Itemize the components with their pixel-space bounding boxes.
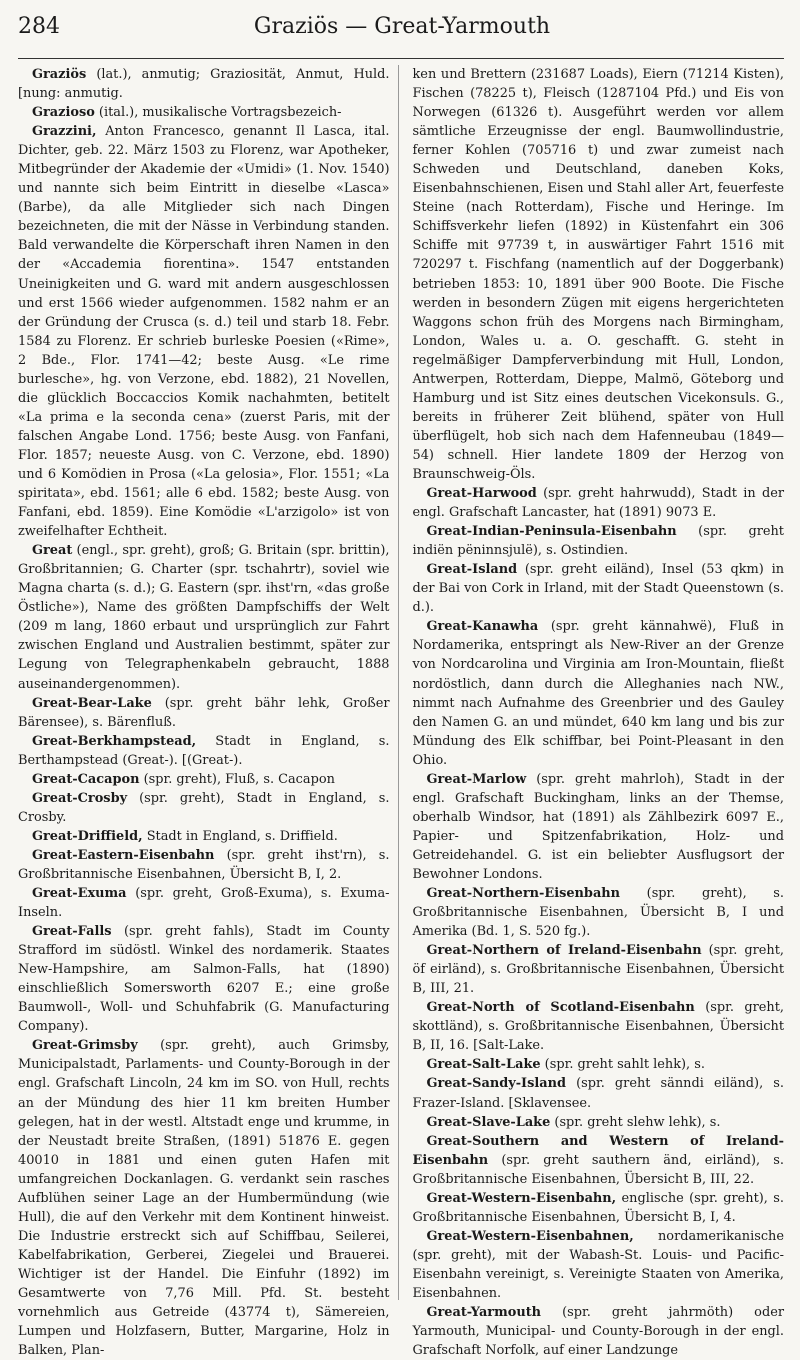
dictionary-entry	[18, 770, 390, 789]
dictionary-entry	[413, 1055, 785, 1074]
dictionary-entry	[413, 1189, 785, 1227]
entry-text: (spr. greht kännahwë), Fluß in Nordamerika, entspringt als New-River an der Grenze von Nordcarolina und Virginia am Iron-Mountain, fließt nordöstlich, dann durch die Alleghanies nach NW., nimmt nach Aufnahme des Greenbrier und des Gauley den Namen G. an und mündet, 640 km lang und bis zur Mündung des Elk schiffbar, bei Point-Pleasant in den Ohio.	[412, 619, 784, 768]
entry-text: (engl., spr. greht), groß; G. Britain (spr. brittin), Großbritannien; G. Charter (spr. tschahrtr), soviel wie Magna charta (s. d.); G. Eastern (spr. ihst'rn, «das große Östliche»), Name des größten Dampfschiffs der Welt (209 m lang, 1860 erbaut und ursprünglich zur Fahrt zwischen England und Australien bestimmt, später zur Legung von Telegraphenkabeln gebraucht, 1888 auseinandergenommen).	[18, 543, 390, 692]
dictionary-entry	[413, 522, 785, 560]
dictionary-entry	[18, 122, 390, 541]
entry-headword: Great-Eastern-Eisenbahn	[32, 847, 215, 863]
running-head: Graziös — Great-Yarmouth	[253, 14, 551, 39]
dictionary-entry	[18, 846, 390, 884]
entry-headword: Great-Grimsby	[32, 1038, 138, 1054]
entry-headword: Great-Northern of Ireland-Eisenbahn	[426, 943, 702, 959]
entry-text: (spr. greht indiën pëninnsjulë), s. Ostindien.	[412, 524, 784, 559]
dictionary-entry	[18, 884, 390, 922]
entry-text: (spr. greht eiländ), Insel (53 qkm) in der Bai von Cork in Irland, mit der Stadt Queenstown (s. d.).	[412, 562, 784, 616]
dictionary-entry	[18, 789, 390, 827]
entry-headword: Great-Yarmouth	[426, 1305, 542, 1321]
entry-text: (ital.), musikalische Vortragsbezeich-	[94, 105, 342, 121]
entry-headword: Great	[32, 543, 73, 559]
entry-text: (spr. greht fahls), Stadt im County Strafford im südöstl. Winkel des nordamerik. Staates New-Hampshire, am Salmon-Falls, hat (1890) einschließlich Somersworth 6207 E.; eine große Baumwoll-, Woll- und Schuhfabrik (G. Manufacturing Company).	[18, 924, 390, 1035]
dictionary-entry	[413, 65, 785, 484]
right-column	[412, 65, 785, 1359]
entry-headword: Graziös	[32, 67, 87, 82]
entry-text: (spr. greht), Fluß, s. Cacapon	[139, 771, 335, 787]
entry-headword: Grazioso	[32, 105, 95, 121]
entry-text: (lat.), anmutig; Graziosität, Anmut, Huld. [nung: anmutig.	[18, 67, 390, 102]
dictionary-entry	[18, 827, 390, 846]
dictionary-entry	[18, 922, 390, 1036]
entry-text: (spr. greht, skottländ), s. Großbritannische Eisenbahnen, Übersicht B, II, 16. [Salt-Lake.	[412, 1000, 785, 1054]
entry-text: (spr. greht, Groß-Exuma), s. Exuma-Inseln.	[18, 886, 390, 921]
entry-text: (spr. greht slehw lehk), s.	[550, 1114, 721, 1130]
dictionary-entry	[18, 103, 390, 122]
entry-headword: Great-Salt-Lake	[426, 1057, 541, 1073]
entry-text: (spr. greht sahlt lehk), s.	[540, 1057, 705, 1073]
entry-text: ken und Brettern (231687 Loads), Eiern (71214 Kisten), Fischen (78225 t), Fleisch (1287104 Pfd.) und Eis von Norwegen (61326 t). Ausgeführt werden vor allem sämtliche Erzeugnisse der engl. Baumwollindustrie, ferner Kohlen (705716 t) und zwar zumeist nach Schweden und Deutschland, daneben Koks, Eisenbahnschienen, Eisen und Stahl aller Art, feuerfeste Steine (nach Rotterdam), Fische und Heringe. Im Schiffsverkehr liefen (1892) in Küstenfahrt ein 306 Schiffe mit 97739 t, in auswärtiger Fahrt 1516 mit 720297 t. Fischfang (namentlich auf der Doggerbank) betrieben 1853: 10, 1891 über 900 Boote. Die Fische werden in besondern Zügen mit eigens hergerichteten Waggons schon früh des Morgens nach Birmingham, London, Wales u. a. O. geschafft. G. steht in regelmäßiger Dampferverbindung mit Hull, London, Antwerpen, Rotterdam, Dieppe, Malmö, Göteborg und Hamburg und ist Sitz eines deutschen Vicekonsuls. G., bereits in früherer Zeit blühend, später von Hull überflügelt, hob sich nach dem Hafenneubau (1849—54) schnell. Hier landete 1809 der Herzog von Braunschweig-Öls.	[412, 67, 784, 482]
dictionary-entry	[413, 560, 785, 617]
entry-headword: Great-North of Scotland-Eisenbahn	[426, 1000, 695, 1016]
entry-text: (spr. greht mahrloh), Stadt in der engl. Grafschaft Buckingham, links an der Themse, oberhalb Windsor, hat (1891) als Zählbezirk 6097 E., Papier- und Spitzenfabrikation, Holz- und Getreidehandel. G. ist ein beliebter Ausflugsort der Bewohner Londons.	[412, 771, 784, 882]
dictionary-entry	[18, 1036, 390, 1360]
entry-headword: Great-Southern and Western of Ireland-Eisenbahn	[412, 1133, 784, 1168]
dictionary-entry	[413, 770, 785, 884]
entry-headword: Great-Island	[426, 562, 518, 578]
left-column	[18, 65, 399, 1359]
page-header	[18, 14, 784, 59]
entry-headword: Great-Bear-Lake	[32, 695, 152, 711]
dictionary-entry	[413, 884, 785, 941]
entry-headword: Great-Western-Eisenbahnen,	[426, 1228, 634, 1244]
entry-headword: Great-Indian-Peninsula-Eisenbahn	[426, 524, 677, 540]
dictionary-entry	[18, 694, 390, 732]
entry-headword: Great-Slave-Lake	[426, 1114, 551, 1130]
entry-headword: Great-Western-Eisenbahn,	[426, 1190, 617, 1206]
entry-headword: Great-Kanawha	[426, 619, 539, 635]
entry-headword: Great-Berkhampstead,	[32, 733, 197, 749]
entry-text: englische (spr. greht), s. Großbritannische Eisenbahnen, Übersicht B, I, 4.	[412, 1190, 784, 1225]
entry-text: (spr. greht hahrwudd), Stadt in der engl. Grafschaft Lancaster, hat (1891) 9073 E.	[412, 486, 784, 521]
entry-text: (spr. greht sauthern änd, eirländ), s. Großbritannische Eisenbahnen, Übersicht B, III, 22.	[412, 1152, 784, 1187]
entry-headword: Great-Driffield,	[32, 828, 143, 844]
entry-headword: Great-Northern-Eisenbahn	[426, 886, 621, 902]
entry-text: (spr. greht bähr lehk, Großer Bärensee), s. Bärenfluß.	[18, 695, 390, 730]
entry-text: Anton Francesco, genannt Il Lasca, ital. Dichter, geb. 22. März 1503 zu Florenz, war Apotheker, Mitbegründer der Akademie der «Umidi» (1. Nov. 1540) und nannte sich beim Eintritt in dieselbe «Lasca» (Barbe), da alle Mitglieder sich nach Dingen bezeichneten, die mit der Nässe in Verbindung standen. Bald verwandelte die Körperschaft ihren Namen in den der «Accademia fiorentina». 1547 entstanden Uneinigkeiten und G. ward mit andern ausgeschlossen und erst 1566 wieder aufgenommen. 1582 nahm er an der Gründung der Crusca (s. d.) teil und starb 18. Febr. 1584 zu Florenz. Er schrieb burleske Poesien («Rime», 2 Bde., Flor. 1741—42; beste Ausg. «Le rime burlesche», hg. von Verzone, ebd. 1882), 21 Novellen, die glücklich Boccaccios Komik nachahmten, betitelt «La prima e la seconda cena» (zuerst Paris, mit der falschen Angabe Lond. 1756; beste Ausg. von Fanfani, Flor. 1857; neueste Ausg. von C. Verzone, ebd. 1890) und 6 Komödien in Prosa («La gelosia», Flor. 1551; «La spiritata», ebd. 1561; alle 6 ebd. 1582; beste Ausg. von Fanfani, ebd. 1859). Eine Komödie «L'arzigolo» ist von zweifelhafter Echtheit.	[18, 124, 390, 540]
entry-text: Stadt in England, s. Driffield.	[142, 828, 338, 844]
entry-text: (spr. greht ihst'rn), s. Großbritannische Eisenbahnen, Übersicht B, I, 2.	[18, 847, 390, 882]
entry-text: (spr. greht, öf eirländ), s. Großbritannische Eisenbahnen, Übersicht B, III, 21.	[412, 943, 784, 997]
entry-text: nordamerikanische (spr. greht), mit der Wabash-St. Louis- und Pacific-Eisenbahn vereinigt, s. Vereinigte Staaten von Amerika, Eisenbahnen.	[412, 1228, 784, 1301]
entry-headword: Great-Sandy-Island	[426, 1076, 566, 1092]
entry-text: (spr. greht), Stadt in England, s. Crosby.	[18, 790, 390, 825]
page-number: 284	[18, 14, 60, 39]
dictionary-entry	[413, 1227, 785, 1303]
entry-headword: Great-Marlow	[426, 771, 527, 787]
entry-text: (spr. greht), auch Grimsby, Municipalstadt, Parlaments- und County-Borough in der engl. Grafschaft Lincoln, 24 km im SO. von Hull, rechts an der Mündung des hier 11 km breiten Humber gelegen, hat in der westl. Altstadt enge und krumme, in der Neustadt breite Straßen, (1891) 51876 E. gegen 40010 in 1881 und einen guten Hafen mit umfangreichen Dockanlagen. G. verdankt sein rasches Aufblühen seiner Lage an der Humbermündung (wie Hull), die auf den Verkehr mit dem Kontinent hinweist. Die Industrie erstreckt sich auf Schiffbau, Seilerei, Kabelfabrikation, Gerberei, Ziegelei und Brauerei. Wichtiger ist der Handel. Die Einfuhr (1892) im Gesamtwerte von 7,76 Mill. Pfd. St. besteht vornehmlich aus Getreide (43774 t), Sämereien, Lumpen und Holzfasern, Butter, Margarine, Holz in Balken, Plan-	[18, 1038, 390, 1359]
text-columns	[18, 65, 785, 1359]
entry-headword: Great-Falls	[32, 924, 112, 940]
dictionary-entry	[413, 941, 785, 998]
dictionary-entry	[18, 541, 390, 693]
entry-headword: Great-Crosby	[32, 790, 128, 806]
entry-text: (spr. greht), s. Großbritannische Eisenbahnen, Übersicht B, I und Amerika (Bd. 1, S. 520 fg.).	[412, 886, 784, 940]
dictionary-entry	[413, 998, 785, 1055]
dictionary-entry	[413, 1113, 785, 1132]
entry-headword: Great-Exuma	[32, 886, 127, 902]
dictionary-entry	[413, 1303, 785, 1360]
entry-text: (spr. greht sänndi eiländ), s. Frazer-Island. [Sklavensee.	[412, 1076, 784, 1111]
entry-headword: Grazzini,	[32, 124, 97, 140]
entry-text: (spr. greht jahrmöth) oder Yarmouth, Municipal- und County-Borough in der engl. Grafschaft Norfolk, auf einer Landzunge	[412, 1305, 784, 1359]
entry-text: Stadt in England, s. Berthampstead (Great-). [(Great-).	[18, 733, 390, 768]
dictionary-entry	[413, 1074, 785, 1112]
dictionary-entry	[413, 484, 785, 522]
entry-headword: Great-Harwood	[426, 486, 537, 502]
dictionary-entry	[413, 1132, 785, 1189]
dictionary-entry	[18, 732, 390, 770]
dictionary-entry	[413, 617, 785, 769]
dictionary-entry	[18, 65, 390, 103]
entry-headword: Great-Cacapon	[32, 771, 140, 787]
